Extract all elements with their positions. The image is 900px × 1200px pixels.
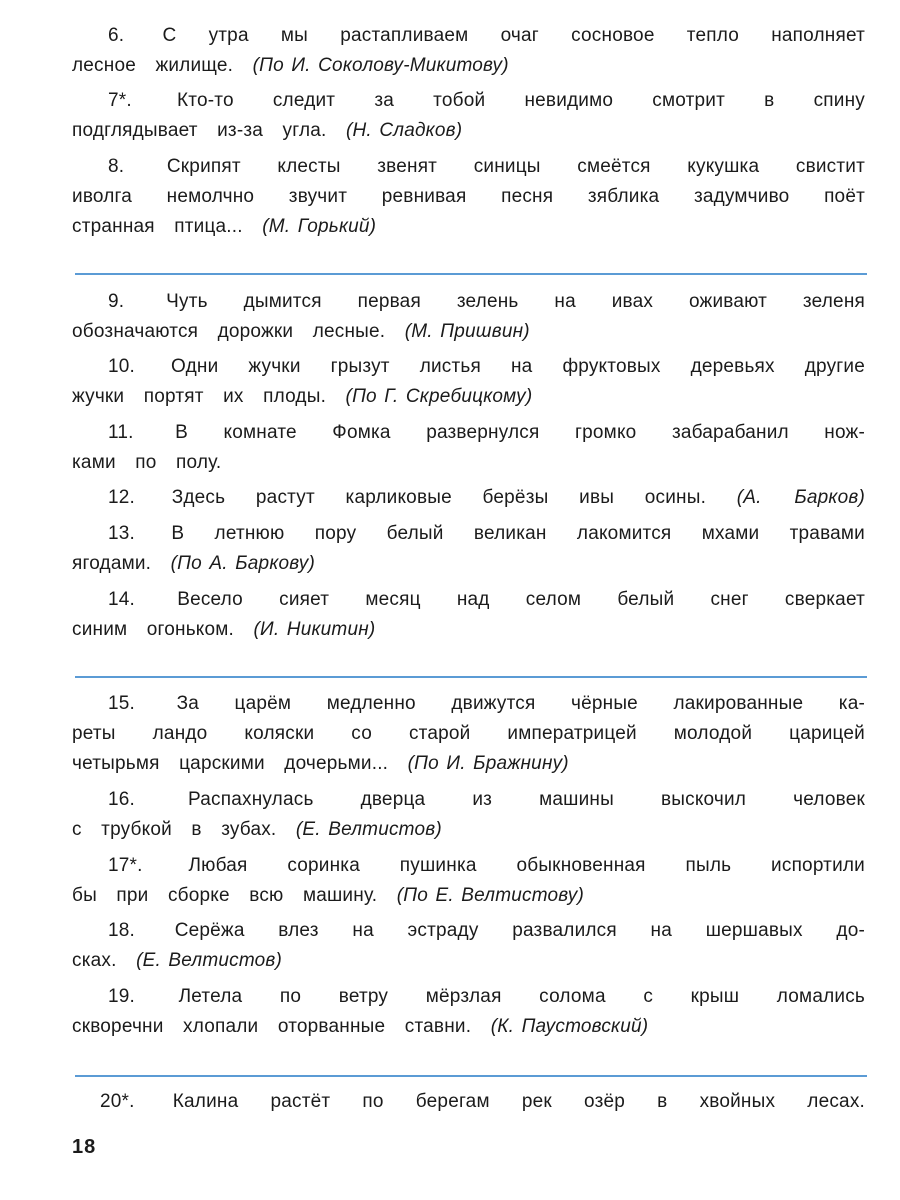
- section-divider: [75, 1075, 867, 1077]
- exercise-text-line: С утра мы растапливаем очаг сосновое тепло наполняет: [162, 25, 865, 46]
- exercise-text-line: Чуть дымится первая зелень на ивах оживают зеленя: [166, 291, 865, 312]
- exercise-text-line: Летела по ветру мёрзлая солома с крыш ломались: [178, 986, 865, 1007]
- exercise-text-line: Калина растёт по берегам рек озёр в хвойных лесах.: [172, 1091, 866, 1112]
- exercise-text-line: Одни жучки грызут листья на фруктовых деревьях другие: [171, 356, 866, 377]
- exercise-text-line: Любая соринка пушинка обыкновенная пыль испортили: [188, 855, 865, 876]
- exercise-12: [72, 483, 865, 513]
- exercise-14: [72, 585, 865, 645]
- exercise-number: 8.: [108, 156, 125, 177]
- exercise-19: [72, 982, 865, 1042]
- exercise-text-line: четырьмя царскими дочерьми...: [72, 753, 389, 774]
- exercise-source: (По Е. Велтистову): [396, 885, 584, 906]
- exercise-number: 17*.: [108, 855, 143, 876]
- exercise-16: [72, 785, 865, 845]
- exercise-number: 12.: [108, 487, 136, 508]
- exercise-6: [72, 21, 865, 81]
- exercise-text-line: ками по полу.: [72, 452, 222, 473]
- exercise-source: (По И. Соколову-Микитову): [252, 55, 509, 76]
- exercise-source: (М. Горький): [262, 216, 377, 237]
- exercise-text-line: Серёжа влез на эстраду развалился на шершавых до-: [174, 920, 865, 941]
- exercise-text-line: Скрипят клесты звенят синицы смеётся кукушка свистит: [166, 156, 865, 177]
- exercise-number: 20*.: [100, 1091, 135, 1112]
- exercise-source: (По А. Баркову): [170, 553, 315, 574]
- exercise-text-line: Кто-то следит за тобой невидимо смотрит в спину: [177, 90, 865, 111]
- exercise-source: (Е. Велтистов): [136, 950, 283, 971]
- exercise-text-line: лесное жилище.: [72, 55, 234, 76]
- exercise-text-line: В летнюю пору белый великан лакомится мхами травами: [171, 523, 865, 544]
- exercise-text-line: За царём медленно движутся чёрные лакированные ка-: [176, 693, 865, 714]
- exercise-number: 13.: [108, 523, 136, 544]
- exercise-number: 9.: [108, 291, 125, 312]
- exercise-13: [72, 519, 865, 579]
- exercise-10: [72, 352, 865, 412]
- exercise-text-line: сках.: [72, 950, 117, 971]
- exercise-number: 7*.: [108, 90, 132, 111]
- exercise-text-line: синим огоньком.: [72, 619, 235, 640]
- section-divider: [75, 676, 867, 678]
- exercise-text-line: обозначаются дорожки лесные.: [72, 321, 386, 342]
- exercise-7: [72, 86, 865, 146]
- exercise-8: [72, 152, 865, 242]
- exercise-11: [72, 418, 865, 478]
- exercise-text-line: с трубкой в зубах.: [72, 819, 277, 840]
- exercise-number: 14.: [108, 589, 136, 610]
- exercise-17: [72, 851, 865, 911]
- page-number: 18: [72, 1136, 97, 1158]
- exercise-text-line: бы при сборке всю машину.: [72, 885, 378, 906]
- exercise-number: 6.: [108, 25, 125, 46]
- exercise-source: (М. Пришвин): [404, 321, 530, 342]
- exercise-text-line: Здесь растут карликовые берёзы ивы осины.: [171, 487, 707, 508]
- exercise-text-line: скворечни хлопали оторванные ставни.: [72, 1016, 472, 1037]
- exercise-text-line: Весело сияет месяц над селом белый снег сверкает: [177, 589, 865, 610]
- exercise-text-line: жучки портят их плоды.: [72, 386, 327, 407]
- exercise-text-line: иволга немолчно звучит ревнивая песня зяблика задумчиво поёт: [72, 186, 865, 207]
- section-divider: [75, 273, 867, 275]
- exercise-source: (Н. Сладков): [345, 120, 463, 141]
- exercise-number: 15.: [108, 693, 136, 714]
- exercise-number: 16.: [108, 789, 136, 810]
- exercise-source: (По И. Бражнину): [407, 753, 569, 774]
- exercise-text-line: странная птица...: [72, 216, 243, 237]
- exercise-number: 18.: [108, 920, 136, 941]
- exercise-text-line: ягодами.: [72, 553, 152, 574]
- exercise-source: (К. Паустовский): [490, 1016, 649, 1037]
- exercise-text-line: В комнате Фомка развернулся громко забарабанил нож-: [175, 422, 865, 443]
- exercise-text-line: реты ландо коляски со старой императрицей молодой царицей: [72, 723, 865, 744]
- exercise-number: 19.: [108, 986, 136, 1007]
- exercise-18: [72, 916, 865, 976]
- exercise-source: (По Г. Скребицкому): [345, 386, 533, 407]
- exercise-9: [72, 287, 865, 347]
- exercise-number: 10.: [108, 356, 136, 377]
- exercise-20: [72, 1087, 865, 1117]
- exercise-source: (Е. Велтистов): [295, 819, 442, 840]
- exercise-15: [72, 689, 865, 779]
- exercise-text-line: подглядывает из-за угла.: [72, 120, 327, 141]
- exercise-number: 11.: [108, 422, 134, 443]
- exercise-source: (И. Никитин): [253, 619, 376, 640]
- exercise-source: (А. Барков): [736, 487, 866, 508]
- exercise-text-line: Распахнулась дверца из машины выскочил человек: [188, 789, 865, 810]
